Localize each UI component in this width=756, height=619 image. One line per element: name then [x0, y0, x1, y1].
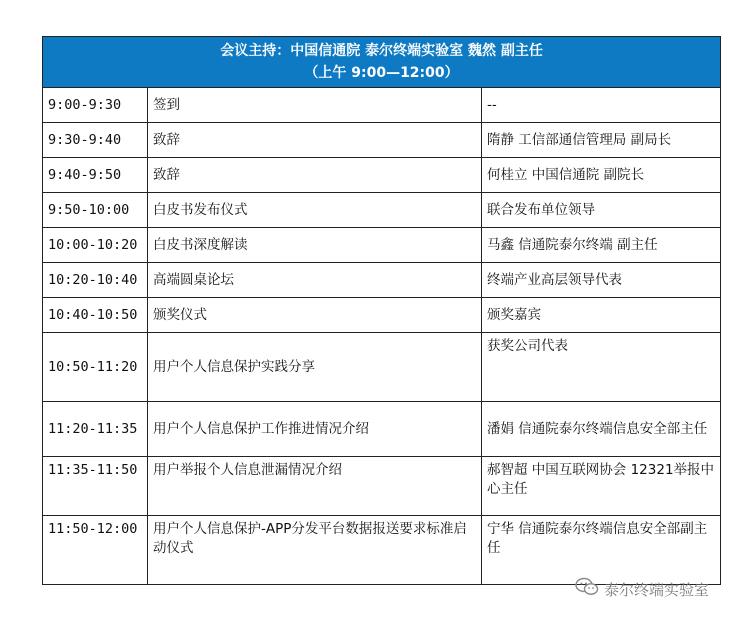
person-cell: 何桂立 中国信通院 副院长 — [482, 158, 721, 193]
item-cell: 用户个人信息保护工作推进情况介绍 — [148, 402, 482, 457]
wechat-icon — [575, 577, 599, 601]
table-row — [43, 88, 721, 123]
item-cell: 高端圆桌论坛 — [148, 263, 482, 298]
item-cell: 颁奖仪式 — [148, 298, 482, 333]
watermark-text: 泰尔终端实验室 — [604, 580, 710, 599]
table-row — [43, 158, 721, 193]
time-cell: 9:00-9:30 — [43, 88, 148, 123]
table-row — [43, 457, 721, 516]
session-time: （上午 9:00—12:00） — [304, 65, 459, 81]
person-cell: 潘娟 信通院泰尔终端信息安全部主任 — [482, 402, 721, 457]
agenda-table — [42, 36, 721, 585]
item-cell: 白皮书深度解读 — [148, 228, 482, 263]
item-cell: 签到 — [148, 88, 482, 123]
agenda-header-row — [43, 37, 721, 88]
table-row — [43, 263, 721, 298]
time-cell: 9:30-9:40 — [43, 123, 148, 158]
time-cell: 10:20-10:40 — [43, 263, 148, 298]
time-cell: 11:50-12:00 — [43, 516, 148, 585]
person-cell: 获奖公司代表 — [482, 333, 721, 402]
time-cell: 11:35-11:50 — [43, 457, 148, 516]
time-cell: 9:40-9:50 — [43, 158, 148, 193]
time-cell: 11:20-11:35 — [43, 402, 148, 457]
person-cell: 终端产业高层领导代表 — [482, 263, 721, 298]
person-cell: 马鑫 信通院泰尔终端 副主任 — [482, 228, 721, 263]
item-cell: 致辞 — [148, 123, 482, 158]
host-line: 会议主持：中国信通院 泰尔终端实验室 魏然 副主任 — [220, 43, 543, 59]
item-cell: 用户个人信息保护-APP分发平台数据报送要求标准启动仪式 — [148, 516, 482, 585]
agenda-header — [43, 37, 721, 88]
item-cell: 致辞 — [148, 158, 482, 193]
person-cell: 宁华 信通院泰尔终端信息安全部副主任 — [482, 516, 721, 585]
person-cell: 联合发布单位领导 — [482, 193, 721, 228]
person-cell: 郝智超 中国互联网协会 12321举报中心主任 — [482, 457, 721, 516]
watermark — [575, 578, 709, 600]
item-cell: 用户举报个人信息泄漏情况介绍 — [148, 457, 482, 516]
person-cell: -- — [482, 88, 721, 123]
table-row — [43, 516, 721, 585]
table-row — [43, 123, 721, 158]
time-cell: 10:40-10:50 — [43, 298, 148, 333]
table-row — [43, 333, 721, 402]
time-cell: 10:50-11:20 — [43, 333, 148, 402]
time-cell: 9:50-10:00 — [43, 193, 148, 228]
item-cell: 白皮书发布仪式 — [148, 193, 482, 228]
table-row — [43, 228, 721, 263]
table-row — [43, 193, 721, 228]
item-cell: 用户个人信息保护实践分享 — [148, 333, 482, 402]
person-cell: 隋静 工信部通信管理局 副局长 — [482, 123, 721, 158]
table-row — [43, 402, 721, 457]
person-cell: 颁奖嘉宾 — [482, 298, 721, 333]
table-row — [43, 298, 721, 333]
time-cell: 10:00-10:20 — [43, 228, 148, 263]
